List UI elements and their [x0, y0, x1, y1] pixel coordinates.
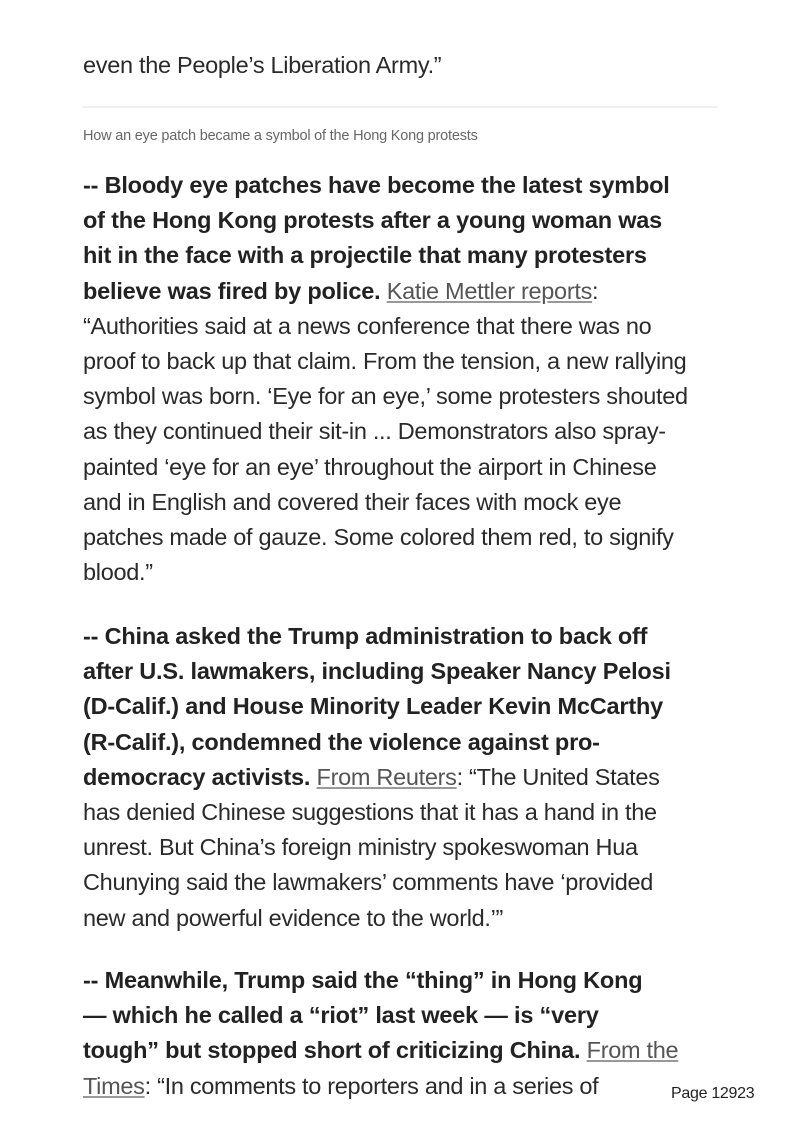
quote-text: Chunying said the lawmakers’ comments have ‘provided — [83, 869, 654, 896]
paragraph-line — [83, 203, 662, 238]
bold-lede-text: -- China asked the Trump administration to back off — [83, 623, 648, 649]
paragraph-line — [83, 830, 638, 865]
bold-lede-text: — which he called a “riot” last week — is “very — [83, 1002, 599, 1029]
paragraph-line — [83, 274, 598, 309]
paragraph-line — [83, 725, 600, 760]
source-link[interactable]: Katie Mettler reports — [386, 277, 593, 304]
source-link[interactable]: Times — [83, 1072, 145, 1099]
bold-lede-text: tough” but stopped short of criticizing China. — [83, 1037, 587, 1064]
paragraph-line — [83, 865, 653, 900]
quote-text: new and powerful evidence to the world.’” — [83, 904, 504, 931]
quote-text: blood.” — [83, 559, 153, 586]
quote-text: : “In comments to reporters and in a series of — [144, 1072, 599, 1099]
paragraph-line — [83, 555, 153, 590]
quote-text: proof to back up that claim. From the tension, a new rallying — [83, 348, 687, 374]
paragraph-line — [83, 168, 670, 203]
bold-lede-text: democracy activists. — [83, 763, 317, 790]
quote-text: symbol was born. ‘Eye for an eye,’ some protesters shouted — [83, 383, 688, 410]
paragraph-line — [83, 379, 688, 414]
source-link[interactable]: From Reuters — [316, 763, 457, 790]
bold-lede-text: hit in the face with a projectile that many protesters — [83, 242, 647, 269]
paragraph-line — [83, 795, 657, 830]
paragraph-line — [83, 998, 599, 1033]
quote-text: as they continued their sit-in ... Demonstrators also spray- — [83, 418, 666, 445]
paragraph-line — [83, 238, 647, 273]
image-caption: How an eye patch became a symbol of the Hong Kong protests — [83, 128, 478, 144]
paragraph-line — [83, 901, 503, 936]
quote-text: unrest. But China’s foreign ministry spokeswoman Hua — [83, 834, 638, 861]
quote-text: patches made of gauze. Some colored them red, to signify — [83, 524, 674, 550]
paragraph-line — [83, 963, 642, 998]
paragraph-line — [83, 485, 621, 520]
paragraph-line — [83, 450, 657, 485]
intro-line: even the People’s Liberation Army.” — [83, 52, 442, 78]
bold-lede-text: (D-Calif.) and House Minority Leader Kevin McCarthy — [83, 693, 663, 720]
bold-lede-text: -- Bloody eye patches have become the latest symbol — [83, 172, 670, 198]
paragraph-line — [83, 309, 651, 344]
quote-text: : “The United States — [456, 763, 660, 790]
source-link[interactable]: From the — [586, 1037, 679, 1064]
bold-lede-text: (R-Calif.), condemned the violence against pro- — [83, 728, 600, 755]
paragraph-line — [83, 1033, 678, 1068]
quote-text: : — [592, 277, 599, 304]
page-number: Page 12923 — [671, 1085, 755, 1102]
divider — [83, 106, 717, 108]
paragraph-line — [83, 654, 671, 689]
paragraph-line — [83, 760, 660, 795]
bold-lede-text: of the Hong Kong protests after a young woman was — [83, 207, 663, 234]
bold-lede-text: after U.S. lawmakers, including Speaker Nancy Pelosi — [83, 658, 671, 685]
quote-text: has denied Chinese suggestions that it has a hand in the — [83, 799, 657, 825]
quote-text: “Authorities said at a news conference that there was no — [83, 312, 652, 339]
paragraph-line — [83, 520, 674, 555]
paragraph-line — [83, 689, 663, 724]
quote-text: painted ‘eye for an eye’ throughout the airport in Chinese — [83, 453, 657, 480]
bold-lede-text: -- Meanwhile, Trump said the “thing” in Hong Kong — [83, 967, 643, 993]
quote-text: and in English and covered their faces with mock eye — [83, 488, 622, 515]
bold-lede-text: believe was fired by police. — [83, 277, 387, 304]
paragraph-line — [83, 619, 647, 654]
paragraph-line — [83, 344, 686, 379]
paragraph-line — [83, 1069, 598, 1104]
paragraph-line — [83, 414, 666, 449]
